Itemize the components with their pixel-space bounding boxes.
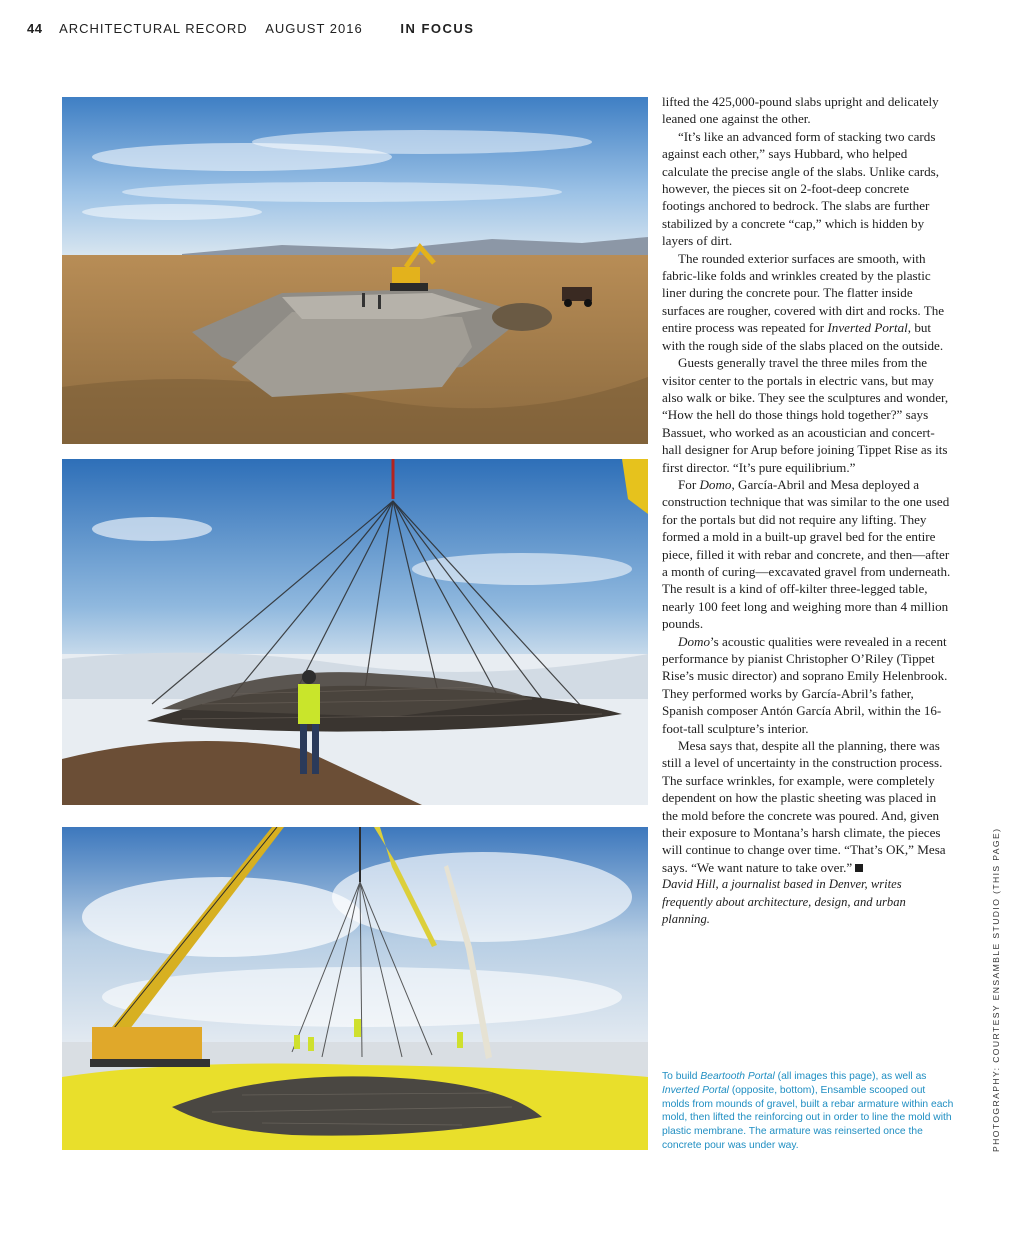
- publication-name: ARCHITECTURAL RECORD: [59, 21, 248, 36]
- author-bio: David Hill, a journalist based in Denver, writes frequently about architecture, design, and urban planning.: [662, 877, 906, 927]
- article-body: [662, 93, 952, 929]
- paragraph-5: For Domo, García-Abril and Mesa deployed a construction technique that was similar to the one used for the portals but did not require any lifting. They formed a mold in a built-up gravel bed for the entire piece, filled it with rebar and concrete, and then—after a month of curing—excavated gravel from underneath. The result is a kind of off-kilter three-legged table, nearly 100 feet long and weighing more than 4 million pounds.: [662, 476, 951, 632]
- end-mark-square: [855, 864, 863, 872]
- running-header: [27, 21, 474, 36]
- issue-date: AUGUST 2016: [265, 21, 363, 36]
- photo-gravel-mound-excavator: [62, 97, 648, 444]
- paragraph-7: Mesa says that, despite all the planning, there was still a level of uncertainty in the construction process. The surface wrinkles, for example, were completely dependent on how the plastic sheeting was placed in the mold before the concrete was poured. And, given their exposure to Montana’s harsh climate, the pieces will continue to change over time. “That’s OK,” Mesa says. “We want nature to take over.”: [662, 738, 946, 875]
- paragraph-1: lifted the 425,000-pound slabs upright and delicately leaned one against the other.: [662, 94, 939, 127]
- page-number: 44: [27, 21, 43, 36]
- paragraph-6: Domo’s acoustic qualities were revealed in a recent performance by pianist Christopher O’Riley (Tippet Rise’s music director) and soprano Emily Helenbrook. They performed works by García-Abril’s father, Spanish composer Antón García Abril, within the 16-foot-tall sculpture’s interior.: [662, 633, 948, 736]
- photo-rebar-armature-lifted: [62, 459, 648, 805]
- section-name: IN FOCUS: [400, 21, 475, 36]
- photo-caption: To build Beartooth Portal (all images this page), as well as Inverted Portal (opposite, bottom), Ensamble scooped out molds from mounds of gravel, built a rebar armature within each mold, then lifted the reinforcing out in order to line the mold with plastic membrane. The armature was reinserted once the concrete pour was under way.: [662, 1071, 954, 1151]
- paragraph-2: “It’s like an advanced form of stacking two cards against each other,” says Hubbard, who helped calculate the precise angle of the slabs. Unlike cards, however, the pieces sit on 2-foot-deep concrete footings anchored to bedrock. The slabs are further stabilized by a concrete “cap,” which is hidden by layers of dirt.: [662, 128, 940, 249]
- paragraph-4: Guests generally travel the three miles from the visitor center to the portals in electric vans, but may also walk or bike. They see the sculptures and wonder, “How the hell do those things hold together?” says Bassuet, who worked as an acoustician and concert-hall designer for Arup before joining Tippet Rise as its first director. “It’s pure equilibrium.”: [662, 355, 949, 475]
- photo-crane-concrete-pour: [62, 827, 648, 1150]
- paragraph-3: The rounded exterior surfaces are smooth, with fabric-like folds and wrinkles created by the plastic liner during the concrete pour. The flatter inside surfaces are rougher, covered with dirt and rocks. The entire process was repeated for Inverted Portal, but with the rough side of the slabs placed on the outside.: [662, 250, 945, 353]
- photo-credit: PHOTOGRAPHY: COURTESY ENSAMBLE STUDIO (THIS PAGE): [991, 827, 1001, 1152]
